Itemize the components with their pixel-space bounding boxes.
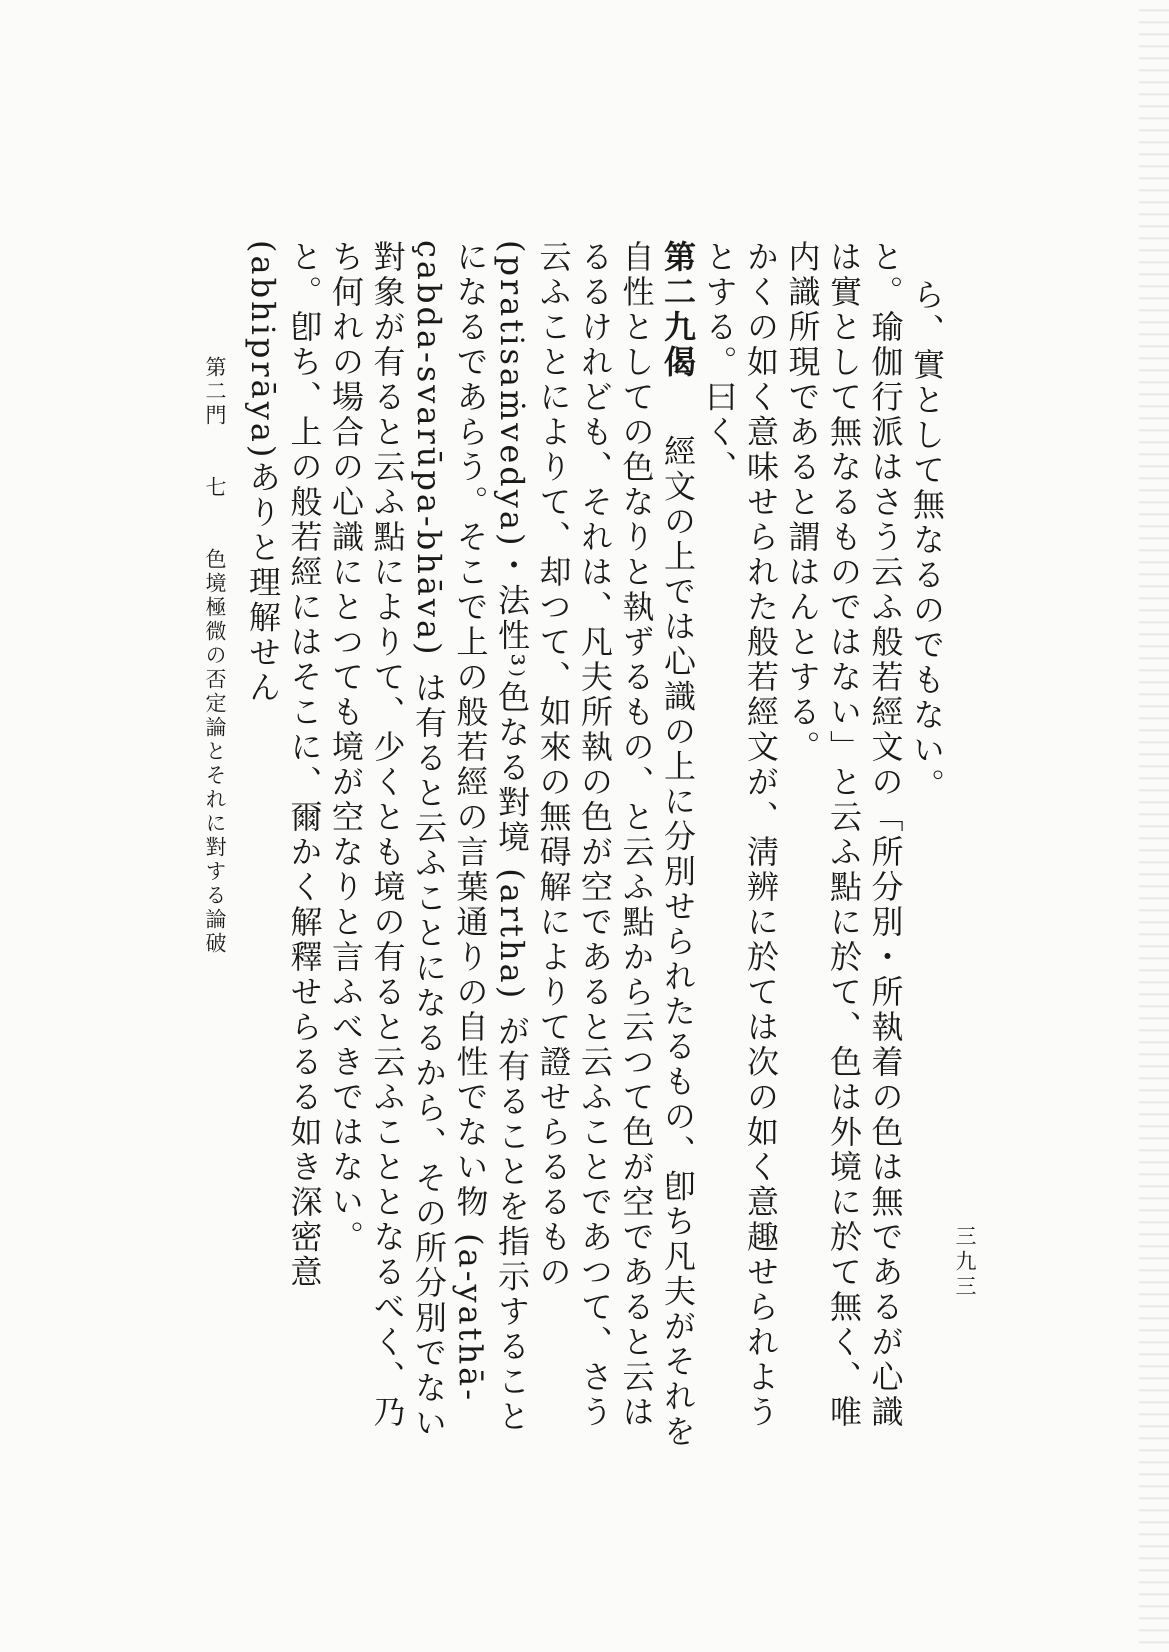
paragraph: と。瑜伽行派はさう云ふ般若經文の「所分別・所執着の色は無であるが心識は實として無なるものではない」と云ふ點に於て、色は外境に於て無く、唯内識所現であると謂はんとする。	[783, 240, 905, 1430]
gatha-paragraph	[325, 240, 699, 1450]
spacer	[203, 440, 227, 464]
spacer	[203, 512, 227, 536]
running-head	[200, 356, 230, 968]
paragraph: と。卽ち、上の般若經にはそこに、爾かく解釋せらるる如き深密意(abhiprāya)ありと理解せん	[244, 240, 324, 1290]
page-number: 三九三	[953, 1225, 977, 1300]
gatha-text: 經文の上では心識の上に分別せられたるもの、卽ち凡夫がそれを自性としての色なりと執ずるもの、と云ふ點から云つて色が空であると云はるるけれども、それは、凡夫所執の色が空であると云ふことであつて、さう云ふことによりて、却つて、如來の無碍解によりて證せらるるもの (pratisaṁvedya)・法性³⁾色なる對境 (artha) が有ることを指示することになるであらう。そこで上の般若經の言葉通りの自性でない物 (a-yathā-çabda-svarūpa-bhāva) は有ると云ふことになるから、その所分別でない對象が有ると云ふ點によりて、少くとも境の有ると云ふこととなるべく、乃ち何れの場合の心識にとつても境が空なりと言ふべきではない。	[327, 240, 697, 1450]
main-text	[244, 240, 947, 1450]
running-head-section: 七	[203, 476, 227, 500]
paragraph: かくの如く意味せられた般若經文が、淸辨に於ては次の如く意趣せられようとする。曰く、	[700, 240, 780, 1430]
running-head-part: 第二門	[203, 356, 227, 428]
binding-edge	[1139, 0, 1169, 1652]
running-head-title: 色境極微の否定論とそれに對する論破	[203, 548, 227, 956]
paragraph: ら、實として無なるのでもない。	[908, 278, 946, 804]
spacer	[659, 399, 697, 434]
gatha-label: 第二九偈	[659, 240, 697, 380]
